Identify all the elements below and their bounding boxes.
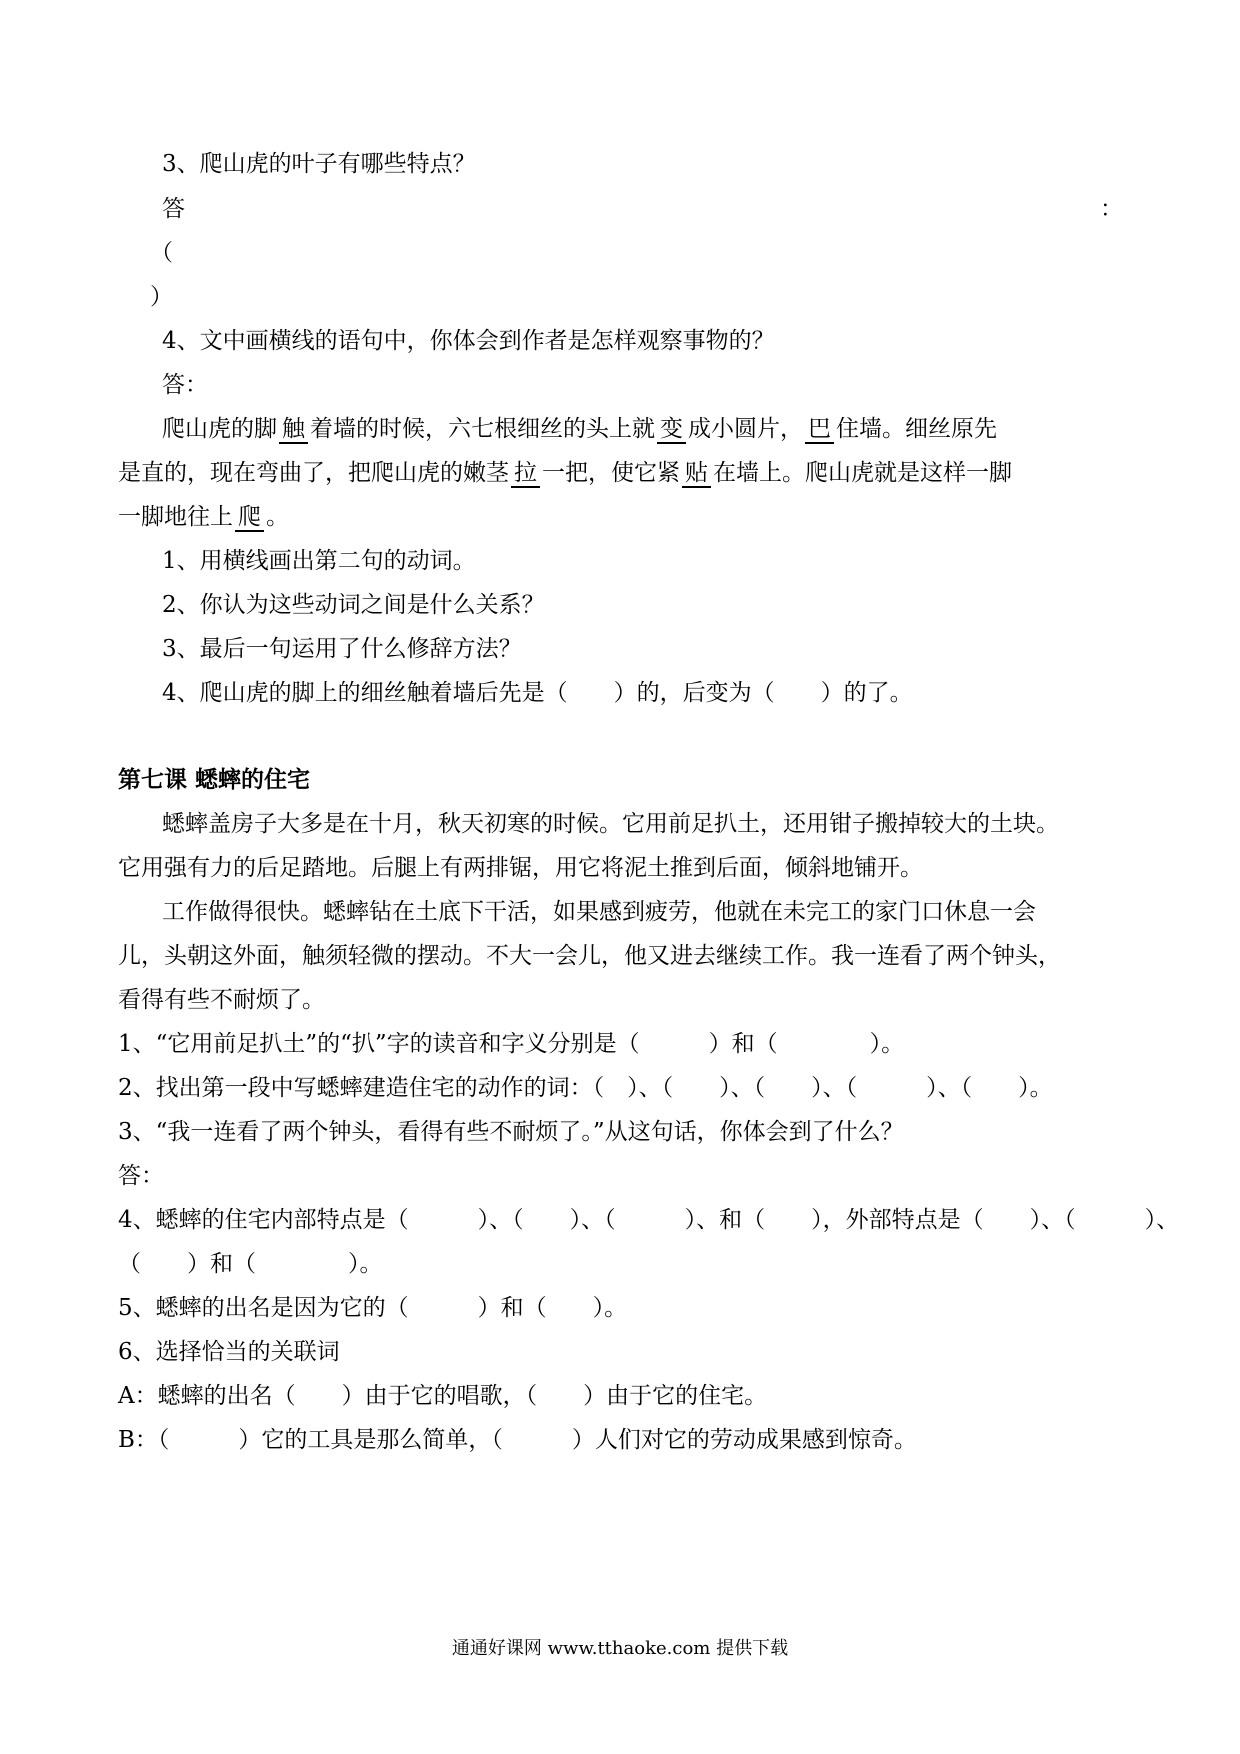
answer-colon: ： [1100, 196, 1123, 222]
underlined-verb: 爬 [235, 504, 264, 532]
answer-label: 答 [162, 196, 185, 222]
footer-text: 通通好课网 www.tthaoke.com 提供下载 [451, 1638, 789, 1659]
lesson-title: 第七课 蟋蟀的住宅 [118, 766, 311, 793]
passage-text: 爬山虎的脚 [162, 416, 277, 442]
underlined-verb: 巴 [805, 416, 834, 444]
lesson-question-5: 5、蟋蟀的出名是因为它的（ ）和（ ）。 [118, 1295, 628, 1321]
passage-line-2 [118, 458, 1012, 488]
lesson-paragraph-1-line-1: 蟋蟀盖房子大多是在十月，秋天初寒的时候。它用前足扒土，还用钳子搬掉较大的土块。 [162, 811, 1059, 837]
passage-line-3 [118, 502, 289, 532]
lesson-question-4-line-2: （ ）和（ ）。 [118, 1251, 383, 1277]
option-b: B：（ ）它的工具是那么简单，（ ）人们对它的劳动成果感到惊奇。 [118, 1427, 917, 1453]
underlined-verb: 变 [657, 416, 686, 444]
option-a: A：蟋蟀的出名（ ）由于它的唱歌，（ ）由于它的住宅。 [118, 1383, 768, 1409]
underlined-verb: 触 [279, 416, 308, 444]
answer-label-2: 答： [162, 372, 208, 398]
underlined-verb: 贴 [682, 460, 711, 488]
passage-text: 在墙上。爬山虎就是这样一脚 [713, 460, 1012, 486]
answer-paren-open: （ [150, 240, 173, 266]
question-3-leaf: 3、爬山虎的叶子有哪些特点？ [162, 151, 476, 177]
answer-paren-close: ） [150, 284, 173, 310]
lesson-question-1: 1、“它用前足扒土”的“扒”字的读音和字义分别是（ ）和（ ）。 [118, 1031, 905, 1057]
passage-text: 一脚地往上 [118, 504, 233, 530]
question-item: 2、你认为这些动词之间是什么关系？ [162, 592, 545, 618]
lesson-paragraph-2-line-3: 看得有些不耐烦了。 [118, 987, 325, 1013]
passage-line-1 [162, 414, 997, 444]
lesson-paragraph-1-line-2: 它用强有力的后足踏地。后腿上有两排锯，用它将泥土推到后面，倾斜地铺开。 [118, 855, 923, 881]
lesson-paragraph-2-line-1: 工作做得很快。蟋蟀钻在土底下干活，如果感到疲劳，他就在未完工的家门口休息一会 [162, 899, 1036, 925]
question-item: 1、用横线画出第二句的动词。 [162, 548, 476, 574]
lesson-paragraph-2-line-2: 儿，头朝这外面，触须轻微的摆动。不大一会儿，他又进去继续工作。我一连看了两个钟头， [118, 943, 1061, 969]
passage-text: 着墙的时候，六七根细丝的头上就 [310, 416, 655, 442]
passage-text: 是直的，现在弯曲了，把爬山虎的嫩茎 [118, 460, 509, 486]
question-item: 4、爬山虎的脚上的细丝触着墙后先是（ ）的，后变为（ ）的了。 [162, 680, 913, 706]
lesson-question-3: 3、“我一连看了两个钟头，看得有些不耐烦了。”从这句话，你体会到了什么？ [118, 1119, 904, 1145]
underlined-verb: 拉 [511, 460, 540, 488]
passage-text: 一把，使它紧 [542, 460, 680, 486]
passage-text: 住墙。细丝原先 [836, 416, 997, 442]
lesson-question-4-line-1: 4、蟋蟀的住宅内部特点是（ ）、（ ）、（ ）、和（ ），外部特点是（ ）、（ ）、 [118, 1207, 1180, 1233]
lesson-question-2: 2、找出第一段中写蟋蟀建造住宅的动作的词：（ ）、（ ）、（ ）、（ ）、（ ）。 [118, 1075, 1053, 1101]
lesson-answer-label: 答： [118, 1163, 164, 1189]
lesson-question-6: 6、选择恰当的关联词 [118, 1339, 340, 1365]
passage-text: 。 [266, 504, 289, 530]
passage-text: 成小圆片， [688, 416, 803, 442]
question-4-observe: 4、文中画横线的语句中，你体会到作者是怎样观察事物的？ [162, 328, 775, 354]
question-item: 3、最后一句运用了什么修辞方法？ [162, 636, 522, 662]
